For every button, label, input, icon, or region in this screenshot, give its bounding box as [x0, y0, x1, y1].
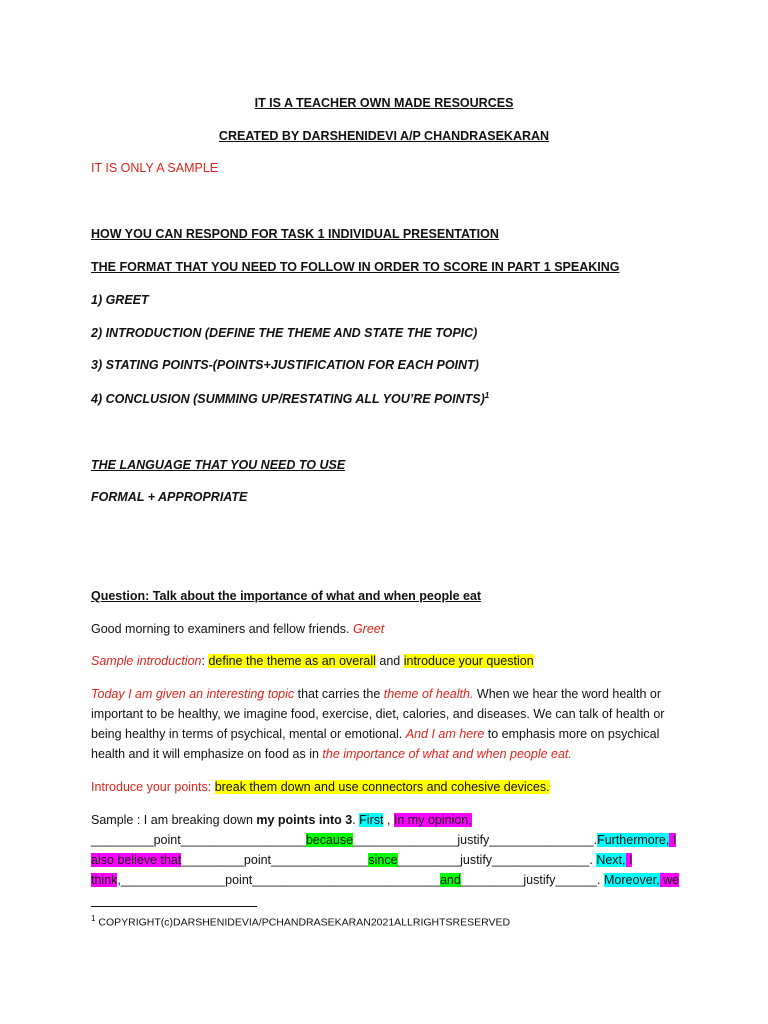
intro-highlight-question: introduce your question	[403, 654, 534, 668]
sample-note: IT IS ONLY A SAMPLE	[91, 161, 219, 175]
intro-line	[91, 654, 534, 668]
sample-text-3: ,	[383, 813, 394, 827]
connector-first: First	[359, 813, 384, 827]
heading-task1: HOW YOU CAN RESPOND FOR TASK 1 INDIVIDUAL PRESENTATION	[91, 227, 499, 241]
connector-we: we	[659, 873, 680, 887]
connector-also-believe: also believe that	[91, 853, 182, 867]
intro-highlight-theme: define the theme as an overall	[208, 654, 376, 668]
sample-text-1: Sample : I am breaking down	[91, 813, 257, 827]
step-introduction: 2) INTRODUCTION (DEFINE THE THEME AND STATE THE TOPIC)	[91, 326, 478, 340]
para-text-1: that carries the	[294, 687, 384, 701]
step-conclusion	[91, 391, 489, 406]
connector-i-2: I	[625, 853, 633, 867]
blank-justify-2: _________justify______________.	[397, 853, 597, 867]
blank-point-3: ,_______________point___________________________	[117, 873, 440, 887]
heading-format: THE FORMAT THAT YOU NEED TO FOLLOW IN ORDER TO SCORE IN PART 1 SPEAKING	[91, 260, 620, 274]
sample-text-2: .	[352, 813, 360, 827]
connector-because: because	[305, 833, 354, 847]
footnote-mark: 1	[91, 914, 96, 923]
step-stating-points: 3) STATING POINTS-(POINTS+JUSTIFICATION FOR EACH POINT)	[91, 358, 479, 372]
connector-in-my-opinion: In my opinion,	[393, 813, 472, 827]
connector-and: and	[439, 873, 461, 887]
greet-line	[91, 622, 384, 636]
connector-since: since	[368, 853, 398, 867]
sample-line-3	[91, 853, 632, 867]
intro-label: Sample introduction	[91, 654, 202, 668]
footnote-divider	[91, 906, 257, 907]
sample-line-2	[91, 833, 676, 847]
blank-justify-1: _______________justify_______________.	[353, 833, 598, 847]
connector-next: Next,	[596, 853, 626, 867]
para-here: And I am here	[405, 727, 485, 741]
footnote-ref[interactable]: 1	[484, 391, 490, 400]
para-topic: Today I am given an interesting topic	[91, 687, 295, 701]
para-theme: theme of health.	[383, 687, 474, 701]
language-value: FORMAL + APPROPRIATE	[91, 490, 248, 504]
question-text: Question: Talk about the importance of what and when people eat	[91, 589, 482, 603]
step-conclusion-text: 4) CONCLUSION (SUMMING UP/RESTATING ALL YOU’RE POINTS)	[91, 392, 485, 407]
sample-paragraph	[91, 684, 681, 764]
blank-justify-3: _________justify______.	[460, 873, 605, 887]
sample-line-1	[91, 813, 472, 827]
points-intro-highlight: break them down and use connectors and cohesive devices.	[214, 780, 550, 794]
connector-moreover: Moreover,	[604, 873, 660, 887]
intro-colon: :	[201, 654, 209, 668]
connector-furthermore: Furthermore,	[597, 833, 670, 847]
greet-label: Greet	[352, 622, 385, 636]
footnote	[91, 914, 510, 929]
para-text-3: to emphasis more on psychical health and it will emphasize on food as in	[91, 727, 660, 761]
footnote-text: COPYRIGHT(c)DARSHENIDEVIA/PCHANDRASEKARAN2021ALLRIGHTSRESERVED	[95, 916, 511, 929]
connector-think: think	[91, 873, 118, 887]
points-intro-label: Introduce your points:	[91, 780, 215, 794]
points-intro-line	[91, 780, 550, 794]
para-importance: the importance of what and when people eat.	[322, 747, 572, 761]
connector-i-1: I	[669, 833, 677, 847]
greet-text: Good morning to examiners and fellow friends.	[91, 622, 353, 636]
sample-line-4	[91, 873, 679, 887]
step-greet: 1) GREET	[91, 293, 149, 307]
blank-point-2: _________point______________	[181, 853, 369, 867]
sample-points-count: my points into 3	[256, 813, 353, 827]
intro-and: and	[375, 654, 404, 668]
para-text-2: When we hear the word health or important to be healthy, we imagine food, exercise, diet, calories, and diseases. We can talk of health or being healthy in terms of psychical, mental or emotional.	[91, 687, 665, 741]
header-author: CREATED BY DARSHENIDEVI A/P CHANDRASEKARAN	[218, 129, 550, 143]
heading-language: THE LANGUAGE THAT YOU NEED TO USE	[91, 458, 346, 472]
header-title: IT IS A TEACHER OWN MADE RESOURCES	[254, 96, 514, 110]
blank-point-1: _________point__________________	[91, 833, 306, 847]
